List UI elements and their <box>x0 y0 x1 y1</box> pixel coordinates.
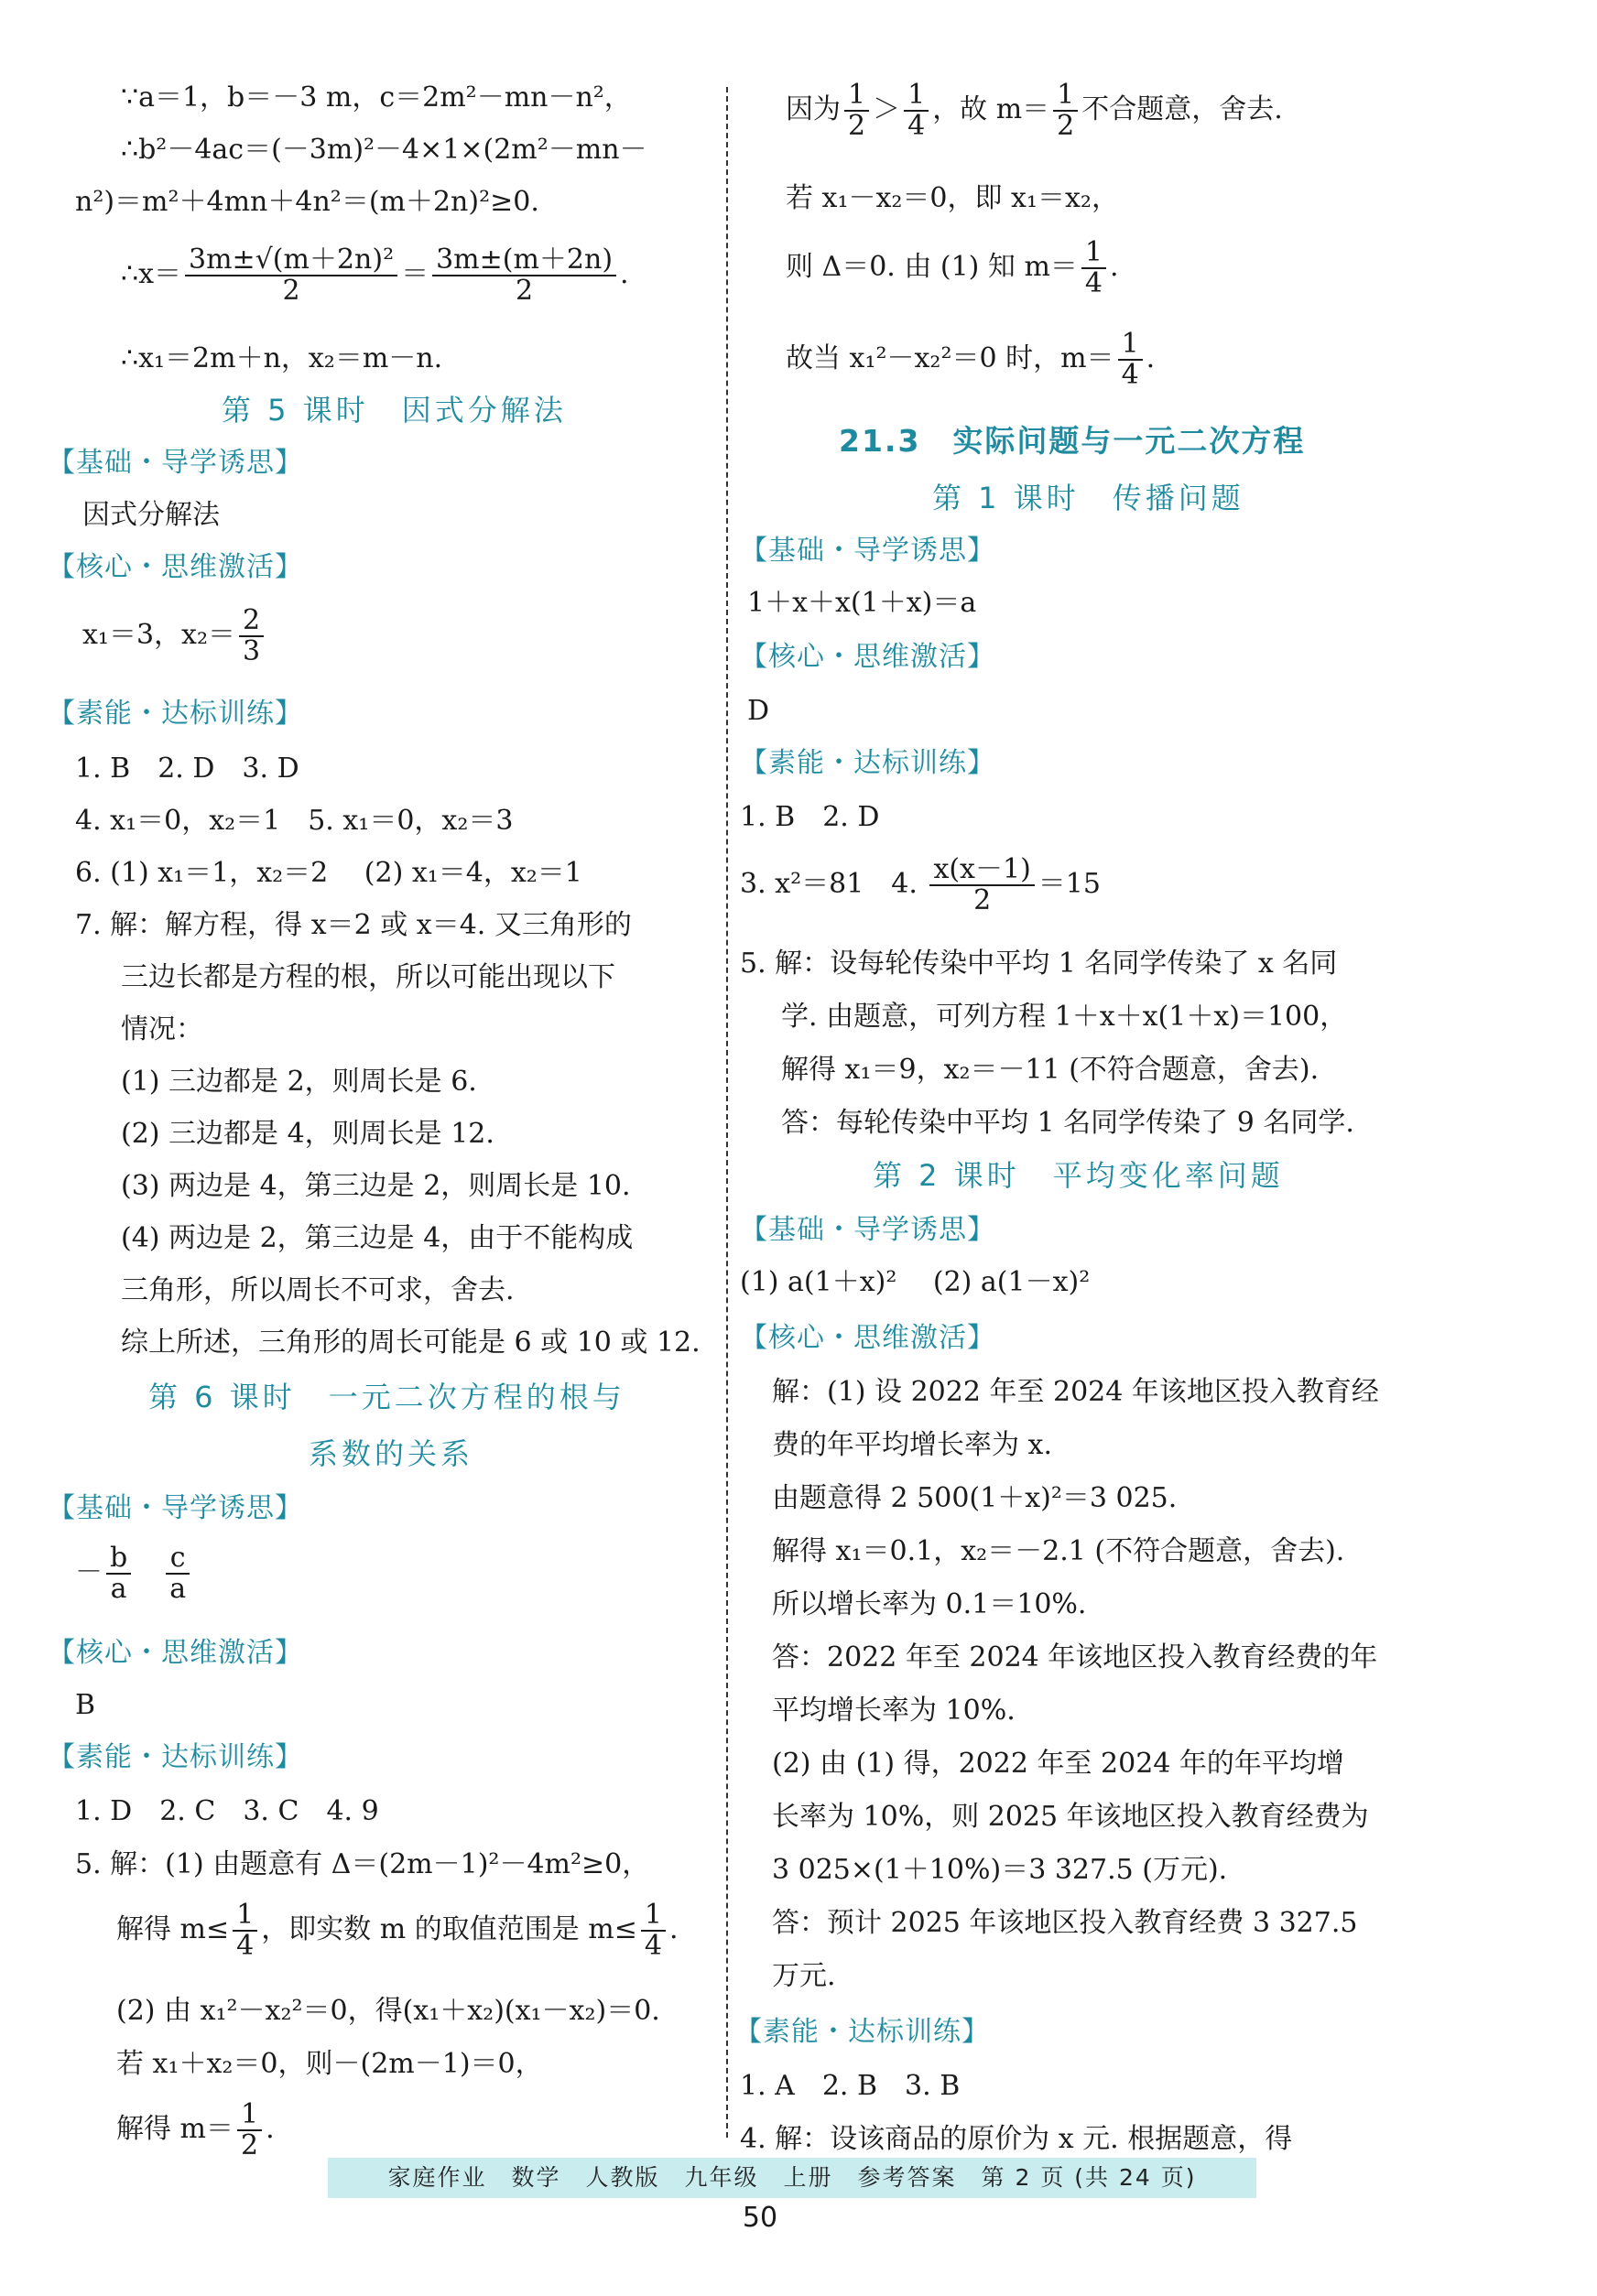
text-line: ∴b²－4ac＝(－3m)²－4×1×(2m²－mn－ <box>121 134 647 166</box>
answer-line: 1. B 2. D 3. D <box>75 753 299 785</box>
answer-line: 学. 由题意，可列方程 1＋x＋x(1＋x)＝100， <box>781 1001 1348 1033</box>
answer-line: D <box>747 695 770 727</box>
answer-line: 1. A 2. B 3. B <box>740 2070 961 2102</box>
formula-line: x₁＝3，x₂＝ $\frac{2}{3}$ <box>82 606 267 666</box>
formula-line: 3. x²＝81 4. $\frac{x(x-1)}{2}$ ＝15 <box>740 853 1101 916</box>
section-heading: 【基础・导学诱思】 <box>740 535 995 567</box>
answer-line: 由题意得 2 500(1＋x)²＝3 025. <box>772 1482 1178 1514</box>
section-heading: 【核心・思维激活】 <box>740 641 995 673</box>
section-heading: 【基础・导学诱思】 <box>48 447 303 479</box>
section-heading: 【核心・思维激活】 <box>48 551 303 583</box>
formula-line: 解得 m＝ $\frac{1}{2}$ . <box>116 2098 275 2161</box>
text-line: 若 x₁－x₂＝0，即 x₁＝x₂， <box>786 182 1119 214</box>
lesson-title: 第 6 课时 一元二次方程的根与 <box>148 1380 625 1414</box>
formula-line: 因为 $\frac{1}{2}$ ＞ $\frac{1}{4}$ ，故 m＝ $\frac{1}{2}$ 不合题意，舍去. <box>786 79 1283 142</box>
answer-line: 综上所述，三角形的周长可能是 6 或 10 或 12. <box>121 1327 701 1359</box>
answer-line: 3 025×(1＋10%)＝3 327.5 (万元). <box>772 1854 1228 1886</box>
section-heading: 【素能・达标训练】 <box>734 2016 990 2048</box>
answer-line: (1) 三边都是 2，则周长是 6. <box>121 1066 477 1098</box>
column-divider <box>726 87 728 2138</box>
answer-line: 解得 x₁＝9，x₂＝－11 (不符合题意，舍去). <box>781 1054 1320 1086</box>
formula-line: 解得 m≤ $\frac{1}{4}$ ，即实数 m 的取值范围是 m≤ $\frac{1}{4}$ . <box>116 1899 679 1962</box>
formula-line: ∴x＝ $\frac{\text{3m±√(m＋2n)²}}{2}$ ＝ $\frac{3m\pm(m+2n)}{2}$ . <box>121 244 629 307</box>
answer-line: 5. 解：(1) 由题意有 Δ＝(2m－1)²－4m²≥0， <box>75 1848 650 1880</box>
answer-line: 平均增长率为 10%. <box>772 1695 1016 1727</box>
answer-line: 4. 解：设该商品的原价为 x 元. 根据题意，得 <box>740 2123 1293 2155</box>
answer-line: 长率为 10%，则 2025 年该地区投入教育经费为 <box>772 1801 1369 1833</box>
lesson-title: 第 2 课时 平均变化率问题 <box>873 1158 1284 1193</box>
answer-line: 答：2022 年至 2024 年该地区投入教育经费的年 <box>772 1641 1378 1673</box>
answer-line: 7. 解：解方程，得 x＝2 或 x＝4. 又三角形的 <box>75 909 632 941</box>
answer-line: 6. (1) x₁＝1，x₂＝2 (2) x₁＝4，x₂＝1 <box>75 857 582 889</box>
section-heading: 【核心・思维激活】 <box>48 1637 303 1669</box>
answer-line: (3) 两边是 4，第三边是 2，则周长是 10. <box>121 1170 631 1202</box>
section-heading: 【核心・思维激活】 <box>740 1322 995 1354</box>
section-heading: 【基础・导学诱思】 <box>48 1492 303 1524</box>
answer-line: B <box>75 1689 96 1721</box>
section-heading: 【素能・达标训练】 <box>740 747 995 779</box>
footer-bar: 家庭作业 数学 人教版 九年级 上册 参考答案 第 2 页 (共 24 页) <box>328 2158 1256 2198</box>
answer-line: 答：预计 2025 年该地区投入教育经费 3 327.5 <box>772 1907 1358 1939</box>
answer-line: 情况： <box>121 1013 203 1045</box>
section-heading: 【基础・导学诱思】 <box>740 1214 995 1246</box>
answer-line: (2) 由 (1) 得，2022 年至 2024 年的年平均增 <box>772 1748 1344 1780</box>
text-line: ∴x₁＝2m＋n，x₂＝m－n. <box>121 342 443 374</box>
answer-line: 解：(1) 设 2022 年至 2024 年该地区投入教育经 <box>772 1376 1379 1408</box>
formula-line: 故当 x₁²－x₂²＝0 时，m＝ $\frac{1}{4}$ . <box>786 328 1156 391</box>
answer-line: 费的年平均增长率为 x. <box>772 1429 1052 1461</box>
section-heading: 【素能・达标训练】 <box>48 698 303 730</box>
text-line: 1＋x＋x(1＋x)＝a <box>747 587 977 619</box>
text-line: (1) a(1＋x)² (2) a(1－x)² <box>740 1266 1091 1298</box>
lesson-title: 第 5 课时 因式分解法 <box>222 393 567 428</box>
text-line: 因式分解法 <box>82 499 220 531</box>
answer-line: 三边长都是方程的根，所以可能出现以下 <box>121 961 615 993</box>
section-title: 21.3 实际问题与一元二次方程 <box>839 423 1306 459</box>
formula-line: － $\frac{b}{a}$ $\frac{c}{a}$ <box>75 1543 193 1604</box>
page-number: 50 <box>742 2202 778 2234</box>
lesson-title: 系数的关系 <box>309 1436 474 1471</box>
answer-line: 答：每轮传染中平均 1 名同学传染了 9 名同学. <box>781 1107 1354 1139</box>
formula-line: 则 Δ＝0. 由 (1) 知 m＝ $\frac{1}{4}$ . <box>786 236 1119 299</box>
answer-line: 5. 解：设每轮传染中平均 1 名同学传染了 x 名同 <box>740 948 1338 980</box>
answer-line: 三角形，所以周长不可求，舍去. <box>121 1274 515 1306</box>
answer-line: (2) 由 x₁²－x₂²＝0，得(x₁＋x₂)(x₁－x₂)＝0. <box>116 1995 660 2027</box>
answer-line: (2) 三边都是 4，则周长是 12. <box>121 1118 494 1150</box>
answer-line: 若 x₁＋x₂＝0，则－(2m－1)＝0， <box>116 2048 543 2080</box>
answer-line: 万元. <box>772 1960 836 1992</box>
answer-line: (4) 两边是 2，第三边是 4，由于不能构成 <box>121 1222 634 1254</box>
answer-line: 1. D 2. C 3. C 4. 9 <box>75 1795 379 1827</box>
text-line: ∵a＝1，b＝－3 m，c＝2m²－mn－n²， <box>121 81 632 114</box>
text-line: n²)＝m²＋4mn＋4n²＝(m＋2n)²≥0. <box>75 186 539 218</box>
answer-line: 解得 x₁＝0.1，x₂＝－2.1 (不符合题意，舍去). <box>772 1535 1345 1567</box>
lesson-title: 第 1 课时 传播问题 <box>932 481 1244 515</box>
answer-line: 4. x₁＝0，x₂＝1 5. x₁＝0，x₂＝3 <box>75 805 514 837</box>
answer-line: 所以增长率为 0.1＝10%. <box>772 1588 1087 1620</box>
section-heading: 【素能・达标训练】 <box>48 1741 303 1773</box>
answer-line: 1. B 2. D <box>740 801 880 833</box>
